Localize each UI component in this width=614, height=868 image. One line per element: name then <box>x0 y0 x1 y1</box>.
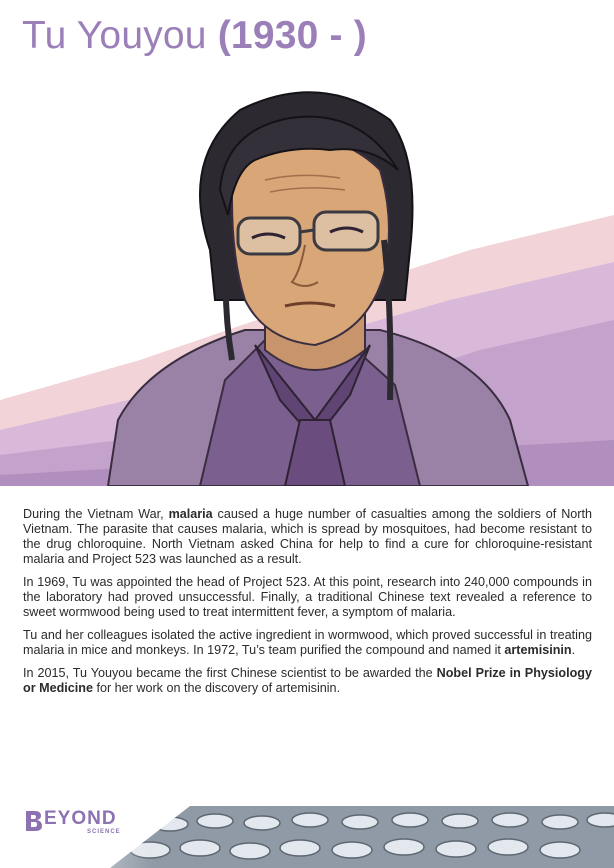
beyond-b-icon <box>24 809 44 833</box>
text-run: In 2015, Tu Youyou became the first Chinese scientist to be awarded the <box>23 666 437 680</box>
logo-wordmark: EYOND <box>44 808 117 829</box>
paragraph <box>23 666 592 696</box>
highlight-nobel-prize: Nobel Prize in Physiology or Medicine <box>23 666 592 695</box>
article-body <box>23 507 592 704</box>
text-run: . <box>571 643 576 657</box>
text-run: caused a huge number of casualties among the soldiers of North Vietnam. The parasite that causes malaria, which is spread by mosquitoes, had become resistant to the drug chloroquine. North Vietnam asked China for help to find a cure for chloroquine-resistant malaria and Project 523 was launched as a result. <box>23 507 592 566</box>
title-years: (1930 - ) <box>217 14 367 57</box>
highlight-artemisinin: artemisinin <box>504 643 572 657</box>
logo-subtitle: SCIENCE <box>87 829 121 835</box>
beyond-science-logo <box>24 808 134 838</box>
text-run: Tu and her colleagues isolated the active ingredient in wormwood, which proved successful in treating malaria in mice and monkeys. In 1972, Tu’s team purified the compound and named it <box>23 628 592 657</box>
portrait-illustration <box>0 82 614 486</box>
text-run: for her work on the discovery of artemisinin. <box>92 681 341 695</box>
paragraph <box>23 507 592 567</box>
text-run: In 1969, Tu was appointed the head of Project 523. At this point, research into 240,000 compounds in the laboratory had proved unsuccessful. Finally, a traditional Chinese text revealed a reference to sweet wormwood being used to treat intermittent fever, a symptom of malaria. <box>23 575 592 619</box>
page-title <box>22 14 367 58</box>
paragraph <box>23 628 592 658</box>
title-name: Tu Youyou <box>22 14 207 57</box>
highlight-malaria: malaria <box>168 507 213 521</box>
paragraph <box>23 575 592 620</box>
text-run: During the Vietnam War, <box>23 507 169 521</box>
